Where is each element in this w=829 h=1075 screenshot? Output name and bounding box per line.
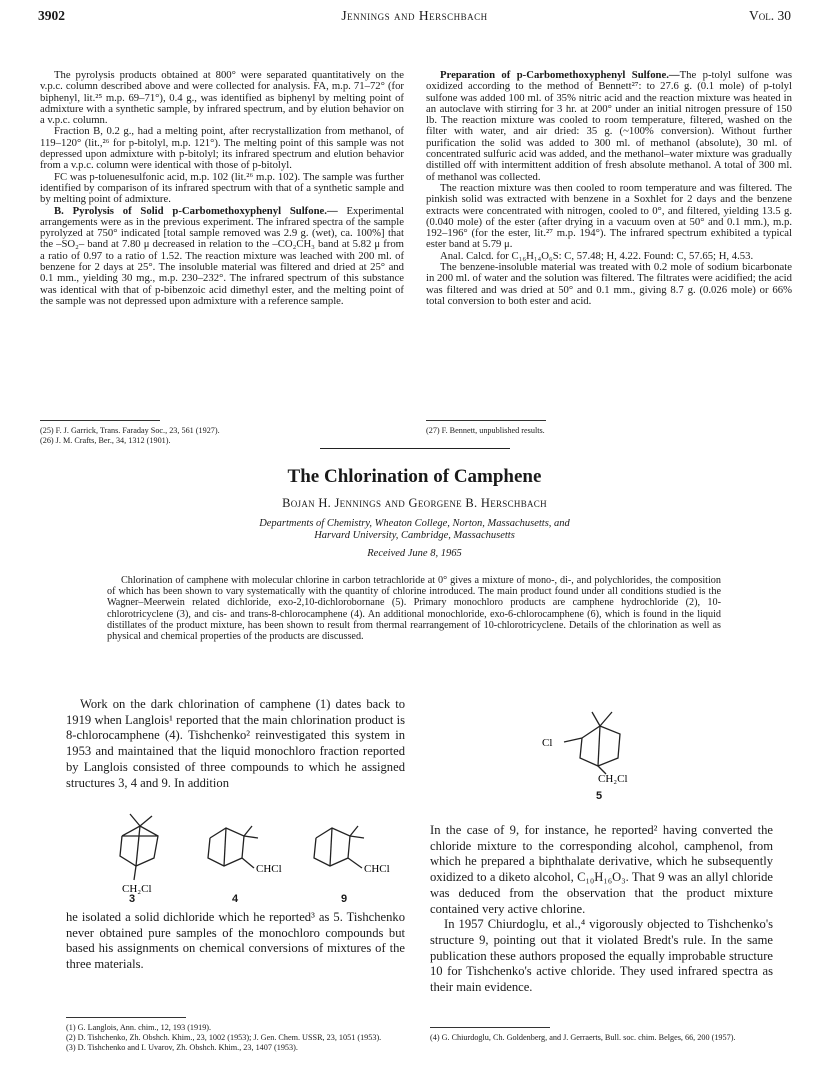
structure-label-4: 4 <box>232 893 239 905</box>
paragraph: Fraction B, 0.2 g., had a melting point, after recrystallization from methanol, of 119–120° (lit.,²⁶ for p-bitolyl, m.p. 121°). The melting point of this sample was not depressed upon admixture with p-bitolyl; its infrared spectrum and elution behavior from a v.p.c. column were identical with those of p-bitolyl. <box>40 125 404 172</box>
paragraph: In 1957 Chiurdoglu, et al.,⁴ vigorously objected to Tishchenko's structure 9, pointing out that it violated Bredt's rule. In the same publication these authors proposed the equally improbable structure 10 for Tishchenko's active chloride. They used infrared spectra as their main evidence. <box>430 917 773 995</box>
structures-3-4-9 <box>100 808 400 904</box>
footnote: (1) G. Langlois, Ann. chim., 12, 193 (1919). <box>66 1023 212 1032</box>
footnote-rule <box>66 1017 186 1018</box>
body-right <box>430 823 773 996</box>
body-left-top <box>66 697 405 791</box>
article-authors: Bojan H. Jennings and Georgene B. Herschbach <box>282 496 547 510</box>
substituent-label: CH₂Cl <box>122 883 152 895</box>
footnote-rule <box>426 420 546 421</box>
body-left-bottom <box>66 910 405 973</box>
footnote-rule <box>40 420 160 421</box>
substituent-label: CHCl <box>364 863 390 875</box>
structure-5 <box>540 702 660 784</box>
article-title: The Chlorination of Camphene <box>287 466 542 487</box>
footnotes-right <box>430 1027 773 1043</box>
section-heading: B. Pyrolysis of Solid p-Carbomethoxyphenyl Sulfone.— <box>54 204 338 217</box>
footnote: (26) J. M. Crafts, Ber., 34, 1312 (1901). <box>40 436 171 445</box>
paragraph: B. Pyrolysis of Solid p-Carbomethoxyphenyl Sulfone.— Experimental arrangements were as in the previous experiment. The infrared spectra of the sample pyrolyzed at 750° indicated [total sample removed was 2.9 g. (wet), ca. 100%] that the –SO₂– band at 7.80 μ decreased in relation to the –CO₂CH₃ band at 5.82 μ from a ratio of 0.97 to a ratio of 1.52. The reaction mixture was leached with 200 ml. of benzene for 2 days at 25°. The insoluble material was filtered and dried at 25° and 0.1 mm., yielding 30 mg., m.p. 230–232°. The infrared spectrum of this substance was identical with that of p-bibenzoic acid dimethyl ester, and the melting point of the sample was not depressed upon admixture with a reference sample. <box>40 204 405 307</box>
paragraph: Anal. Calcd. for C₁₆H₁₄O₆S: C, 57.48; H, 4.22. Found: C, 57.65; H, 4.53. <box>440 249 754 262</box>
paragraph: The pyrolysis products obtained at 800° were separated quantitatively on the v.p.c. column described above and were collected for analysis. FA, m.p. 71–72° (for biphenyl, lit.²⁵ m.p. 69–71°), 0.4 g., was identified as biphenyl by melting point of admixture with a synthetic sample, by infrared spectrum, and by elution behavior on a v.p.c. column. <box>40 69 404 127</box>
substituent-label: CH₂Cl <box>598 773 628 784</box>
affiliation: Departments of Chemistry, Wheaton College, Norton, Massachusetts, and Harvard University, Cambridge, Massachusetts <box>259 518 570 541</box>
substituent-label: CHCl <box>256 863 282 875</box>
footnote: (3) D. Tishchenko and I. Uvarov, Zh. Obshch. Khim., 23, 1407 (1953). <box>66 1043 298 1052</box>
paragraph: In the case of 9, for instance, he reported² having converted the chloride mixture to the corresponding alcohol, camphenol, from which he prepared a biphthalate derivative, which he subsequently oxidized to a diketo alcohol, C₁₀H₁₆O₃. That 9 was an allyl chloride was deduced from the observation that the product mixture contained very active chlorine. <box>430 823 773 916</box>
received-date: Received June 8, 1965 <box>367 548 462 559</box>
running-head: Jennings and Herschbach <box>341 8 488 23</box>
substituent-label: Cl <box>542 737 553 749</box>
prev-footnotes-right <box>426 420 792 436</box>
paragraph: The reaction mixture was then cooled to room temperature and was filtered. The pinkish solid was extracted with benzene in a Soxhlet for 2 days and the benzene extracts were concentrated with nitrogen, cooled to 0°, and filtered, yielding 13.5 g. (0.040 mole) of the ester (after drying in a vacuum oven at 50° and 0.1 mm.), m.p. 192–196° (for the ester, lit.²⁷ m.p. 194°). The infrared spectrum exhibited a typical ester band at 5.79 μ. <box>426 181 792 251</box>
page-number: 3902 <box>38 8 65 23</box>
paragraph: Preparation of p-Carbomethoxyphenyl Sulfone.—The p-tolyl sulfone was oxidized according to the method of Bennett²⁷: to 27.6 g. (0.1 mole) of p-tolyl sulfone was added 100 ml. of 35% nitric acid and the reaction mixture was heated in an autoclave with stirring for 3 hr. at 200° under an initial nitrogen pressure of 150 lb. The reaction mixture was cooled to room temperature, filtered, washed on the filter with water, and air dried: 35 g. (~100% conversion). Without further purification the solid was added to 300 ml. of methanol (absolute), 30 ml. of concentrated sulfuric acid was added, and the methanol–water mixture was gradually distilled off with intermittent addition of fresh absolute methanol. A total of 300 ml. of methanol was collected. <box>426 69 792 183</box>
abstract: Chlorination of camphene with molecular chlorine in carbon tetrachloride at 0° gives a mixture of mono-, di-, and polychlorides, the composition of which has been shown to vary systematically with the quantity of chlorine introduced. The main product found under all conditions studied is the Wagner–Meerwein related dichloride, exo-2,10-dichlorobornane (5). Primary monochloro products are camphene hydrochloride (2), 10-chlorotricyclene (3), and cis- and trans-8-chlorocamphene (4). An additional monochloride, exo-6-chlorocamphene (6), which is found in the liquid distillates of the product mixture, has been shown to result from thermal rearrangement of 10-chlorotricyclene. Details of the chlorination as well as physical and chemical properties of the products are discussed. <box>107 575 721 643</box>
prev-article-left-column <box>40 70 404 307</box>
footnote-rule <box>430 1027 550 1028</box>
structure-label-3: 3 <box>129 893 136 905</box>
paragraph: Work on the dark chlorination of camphene (1) dates back to 1919 when Langlois¹ reported that the main chlorination product is 8-chlorocamphene (4). Tishchenko² reinvestigated this system in 1953 and maintained that the liquid monochloro fraction reported by Langlois consisted of three compounds to which he assigned structures 3, 4 and 9. In addition <box>66 697 405 790</box>
footnote: (25) F. J. Garrick, Trans. Faraday Soc., 23, 561 (1927). <box>40 426 220 435</box>
page-header <box>0 8 829 28</box>
prev-footnotes-left <box>40 420 404 446</box>
article-separator <box>320 448 510 449</box>
volume-label: Vol. 30 <box>749 8 791 23</box>
structure-label-5: 5 <box>596 790 603 802</box>
section-heading: Preparation of p-Carbomethoxyphenyl Sulfone.— <box>440 69 680 81</box>
paragraph: FC was p-toluenesulfonic acid, m.p. 102 (lit.²⁶ m.p. 102). The sample was further identified by comparison of its infrared spectrum with that of a synthetic sample and by melting point of admixture. <box>40 170 404 206</box>
paragraph: he isolated a solid dichloride which he reported³ as 5. Tishchenko never obtained pure samples of the monochloro compounds but based his assignments on chemical conversions of mixtures of the three materials. <box>66 910 405 972</box>
footnote: (27) F. Bennett, unpublished results. <box>426 426 545 435</box>
footnote: (4) G. Chiurdoglu, Ch. Goldenberg, and J. Gerraerts, Bull. soc. chim. Belges, 66, 200 (1957). <box>430 1033 736 1042</box>
prev-article-right-column <box>426 70 792 307</box>
paragraph: The benzene-insoluble material was treated with 0.2 mole of sodium bicarbonate in 200 ml. of water and the solution was filtered. The filtrates were acidified; the acid was filtered and was dried at 50° and 0.1 mm., giving 8.7 g. (0.026 mole) or 66% total conversion to both ester and acid. <box>426 261 792 307</box>
footnote: (2) D. Tishchenko, Zh. Obshch. Khim., 23, 1002 (1953); J. Gen. Chem. USSR, 23, 1051 (1953). <box>66 1033 382 1042</box>
footnotes-left <box>66 1017 405 1053</box>
structure-label-9: 9 <box>341 893 348 905</box>
